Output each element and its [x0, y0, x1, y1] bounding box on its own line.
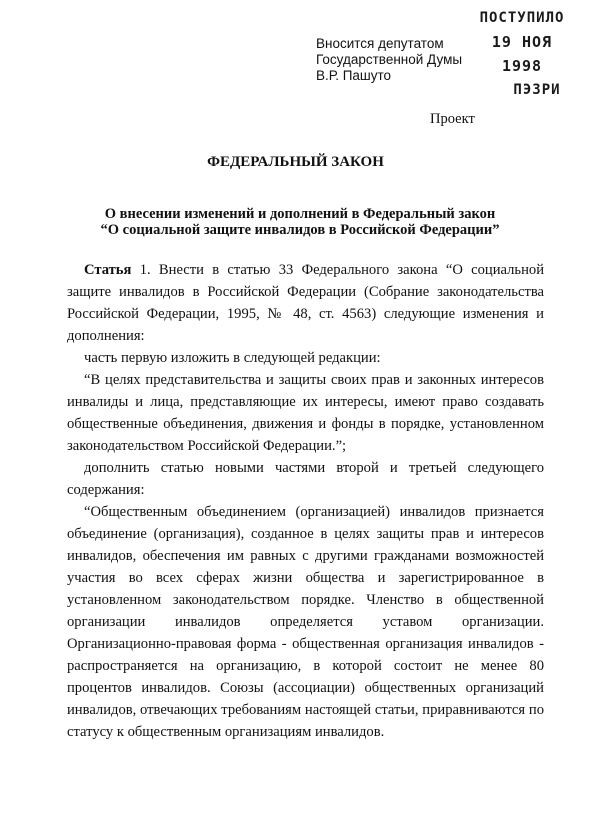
stamp-department: ПЭЗРИ [513, 82, 561, 98]
paragraph-3: “В целях представительства и защиты своих прав и законных интересов инвалиды и лица, представляющие их интересы, имеют право создавать общественные объединения, движения и фонды в порядке, установленном законодательством Российской Федерации.”; [67, 372, 544, 454]
subtitle-line-1: О внесении изменений и дополнений в Федеральный закон [104, 206, 496, 222]
document-title: ФЕДЕРАЛЬНЫЙ ЗАКОН [207, 154, 384, 170]
stamp-received-label: ПОСТУПИЛО [479, 10, 565, 26]
stamp-date: 19 НОЯ 1998 [491, 33, 553, 75]
draft-label: Проект [430, 111, 475, 127]
paragraph-5: “Общественным объединением (организацией) инвалидов признается объединение (организация), созданное в целях защиты прав и интересов инвалидов, обеспечения им равных с другими гражданами возможностей участия во всех сферах жизни общества и зарегистрированное в установленном законодательством порядке. Членство в общественной организации инвалидов определяется уставом организации. Организационно-правовая форма - общественная организация инвалидов - распространяется на организацию, в которой состоит не менее 80 процентов инвалидов. Союзы (ассоциации) общественных организаций инвалидов, отвечающих требованиям настоящей статьи, приравниваются по статусу к общественным организациям инвалидов. [67, 504, 544, 740]
received-stamp [467, 6, 577, 102]
sponsor-block [316, 36, 462, 84]
sponsor-line-3: В.Р. Пашуто [316, 68, 392, 83]
paragraph-4: дополнить статью новыми частями второй и третьей следующего содержания: [67, 460, 544, 498]
paragraph-2: часть первую изложить в следующей редакции: [84, 350, 381, 366]
sponsor-line-2: Государственной Думы [316, 52, 463, 67]
article-text: 1. Внести в статью 33 Федерального закона “О социальной защите инвалидов в Российской Федерации (Собрание законодательства Российской Федерации, 1995, № 48, ст. 4563) следующие изменения и дополнения: [67, 262, 544, 344]
article-paragraph [67, 259, 544, 347]
article-label: Статья [84, 262, 132, 278]
document-subtitle [80, 206, 520, 238]
sponsor-line-1: Вносится депутатом [316, 36, 444, 51]
subtitle-line-2: “О социальной защите инвалидов в Российской Федерации” [100, 222, 500, 238]
document-body [67, 259, 544, 743]
